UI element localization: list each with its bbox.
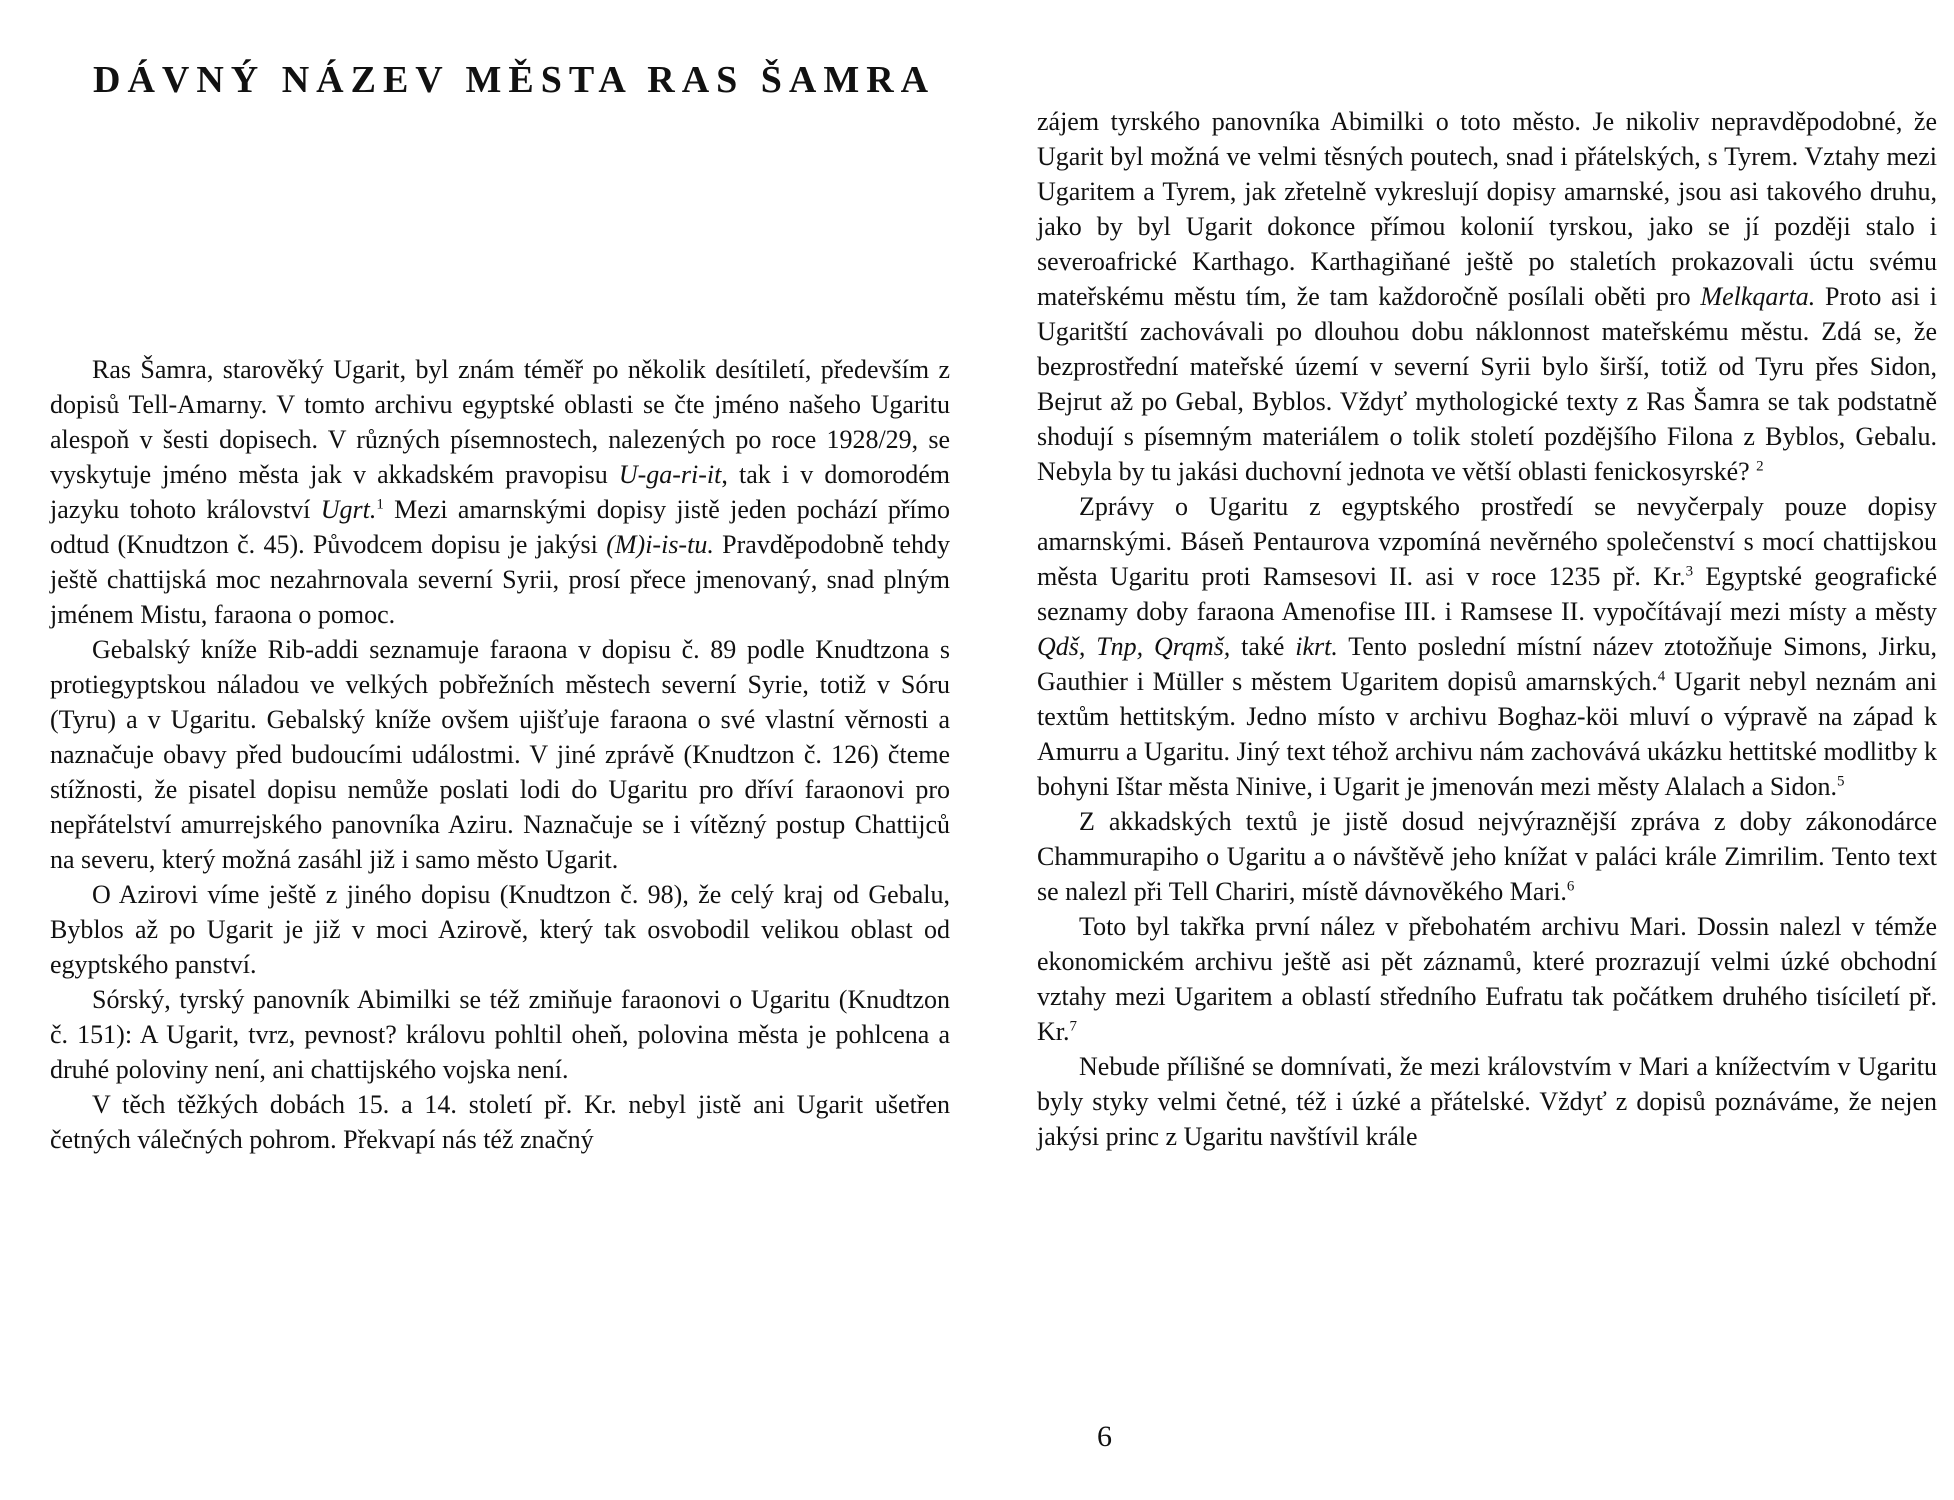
chapter-title: DÁVNÝ NÁZEV MĚSTA RAS ŠAMRA bbox=[93, 59, 936, 101]
paragraph: Z akkadských textů je jistě dosud nejvýraznější zpráva z doby zákonodárce Chammurapiho o Ugaritu a o návštěvě jeho knížat v paláci krále Zimrilim. Tento text se nalezl při Tell Chariri, místě dávnověkého Mari.$^6$ bbox=[1037, 807, 1937, 906]
paragraph: Ras Šamra, starověký Ugarit, byl znám téměř po několik desítiletí, především z dopisů Tell-Amarny. V tomto archivu egyptské oblasti se čte jméno našeho Ugaritu alespoň v šesti dopisech. V různých písemnostech, nalezených po roce 1928/29, se vyskytuje jméno města jak v akkadském pravopisu U-ga-ri-it, tak i v domorodém jazyku tohoto království Ugrt.$^1$ Mezi amarnskými dopisy jistě jeden pochází přímo odtud (Knudtzon č. 45). Původcem dopisu je jakýsi (M)i-is-tu. Pravděpodobně tehdy ještě chattijská moc nezahrnovala severní Syrii, prosí přece jmenovaný, snad plným jménem Mistu, faraona o pomoc. bbox=[50, 355, 950, 629]
paragraph: Zprávy o Ugaritu z egyptského prostředí se nevyčerpaly pouze dopisy amarnskými. Báseň Pentaurova vzpomíná nevěrného společenství s mocí chattijskou města Ugaritu proti Ramsesovi II. asi v roce 1235 př. Kr.$^3$ Egyptské geografické seznamy doby faraona Amenofise III. i Ramsese II. vypočítávají mezi místy a městy Qdš, Tnp, Qrqmš, také ikrt. Tento poslední místní název ztotožňuje Simons, Jirku, Gauthier i Müller s městem Ugaritem dopisů amarnských.$^4$ Ugarit nebyl neznám ani textům hettitským. Jedno místo v archivu Boghaz-köi mluví o výpravě na západ k Amurru a Ugaritu. Jiný text téhož archivu nám zachovává ukázku hettitské modlitby k bohyni Ištar města Ninive, i Ugarit je jmenován mezi městy Alalach a Sidon.$^5$ bbox=[1037, 492, 1938, 801]
footnote-ref: 5 bbox=[1837, 773, 1845, 790]
paragraph: O Azirovi víme ještě z jiného dopisu (Knudtzon č. 98), že celý kraj od Gebalu, Byblos až po Ugarit je již v moci Azirově, který tak osvobodil velikou oblast od egyptského panství. bbox=[50, 880, 950, 979]
paragraph: Toto byl takřka první nález v přebohatém archivu Mari. Dossin nalezl v témže ekonomickém archivu ještě asi pět záznamů, které prozrazují velmi úzké obchodní vztahy mezi Ugaritem a oblastí středního Eufratu tak počátkem druhého tisíciletí př. Kr.$^7$ bbox=[1037, 912, 1937, 1046]
italic-term: U-ga-ri-it bbox=[618, 460, 722, 489]
paragraph: Nebude přílišné se domnívati, že mezi královstvím v Mari a knížectvím v Ugaritu byly styky velmi četné, též i úzké a přátelské. Vždyť z dopisů poznáváme, že nejen jakýsi princ z Ugaritu navštívil krále bbox=[1037, 1052, 1937, 1151]
paragraph: Sórský, tyrský panovník Abimilki se též zmiňuje faraonovi o Ugaritu (Knudtzon č. 151): A Ugarit, tvrz, pevnost? královu pohltil oheň, polovina města je pohlcena a druhé poloviny není, ani chattijského vojska není. bbox=[50, 985, 950, 1084]
footnote-ref: 3 bbox=[1685, 563, 1694, 580]
italic-term: Qdš, Tnp, Qrqmš, bbox=[1037, 632, 1231, 661]
footnote-ref: 6 bbox=[1566, 878, 1575, 895]
footnote-ref: 7 bbox=[1069, 1018, 1077, 1035]
footnote-ref: 2 bbox=[1756, 458, 1764, 475]
page-number: 6 bbox=[1097, 1420, 1112, 1453]
right-page bbox=[977, 0, 1954, 1500]
italic-term: Ugrt. bbox=[320, 495, 377, 524]
italic-term: Melkqarta. bbox=[1700, 282, 1816, 311]
italic-term: (M)i-is-tu. bbox=[606, 530, 714, 559]
right-text-column bbox=[1037, 104, 1937, 1154]
left-text-column bbox=[50, 352, 950, 1157]
paragraph: zájem tyrského panovníka Abimilki o toto město. Je nikoliv nepravděpodobné, že Ugarit byl možná ve velmi těsných poutech, snad i přátelských, s Tyrem. Vztahy mezi Ugaritem a Tyrem, jak zřetelně vykreslují dopisy amarnské, jsou asi takového druhu, jako by byl Ugarit dokonce přímou kolonií tyrskou, jako se jí později stalo i severoafrické Karthago. Karthagiňané ještě po staletích prokazovali úctu svému mateřskému městu tím, že tam každoročně posílali oběti pro Melkqarta. Proto asi i Ugaritští zachovávali po dlouhou dobu náklonnost mateřskému městu. Zdá se, že bezprostřední mateřské území v severní Syrii bylo širší, totiž od Tyru přes Sidon, Bejrut až po Gebal, Byblos. Vždyť mythologické texty z Ras Šamra se tak podstatně shodují s písemným materiálem o tolik století pozdějšího Filona z Byblos, Gebalu. Nebyla by tu jakási duchovní jednota ve větší oblasti fenickosyrské? $^2$ bbox=[1037, 107, 1937, 486]
paragraph: V těch těžkých dobách 15. a 14. století př. Kr. nebyl jistě ani Ugarit ušetřen četných válečných pohrom. Překvapí nás též značný bbox=[50, 1090, 950, 1154]
italic-term: ikrt. bbox=[1295, 632, 1338, 661]
footnote-ref: 1 bbox=[376, 496, 384, 513]
footnote-ref: 4 bbox=[1657, 668, 1666, 685]
paragraph: Gebalský kníže Rib-addi seznamuje faraona v dopisu č. 89 podle Knudtzona s protiegyptskou náladou ve velkých pobřežních městech severní Syrie, totiž v Sóru (Tyru) a v Ugaritu. Gebalský kníže ovšem ujišťuje faraona o své vlastní věrnosti a naznačuje obavy před budoucími událostmi. V jiné zprávě (Knudtzon č. 126) čteme stížnosti, že pisatel dopisu nemůže poslati lodi do Ugaritu pro dříví faraonovi pro nepřátelství amurrejského panovníka Aziru. Naznačuje se i vítězný postup Chattijců na severu, který možná zasáhl již i samo město Ugarit. bbox=[50, 635, 950, 874]
